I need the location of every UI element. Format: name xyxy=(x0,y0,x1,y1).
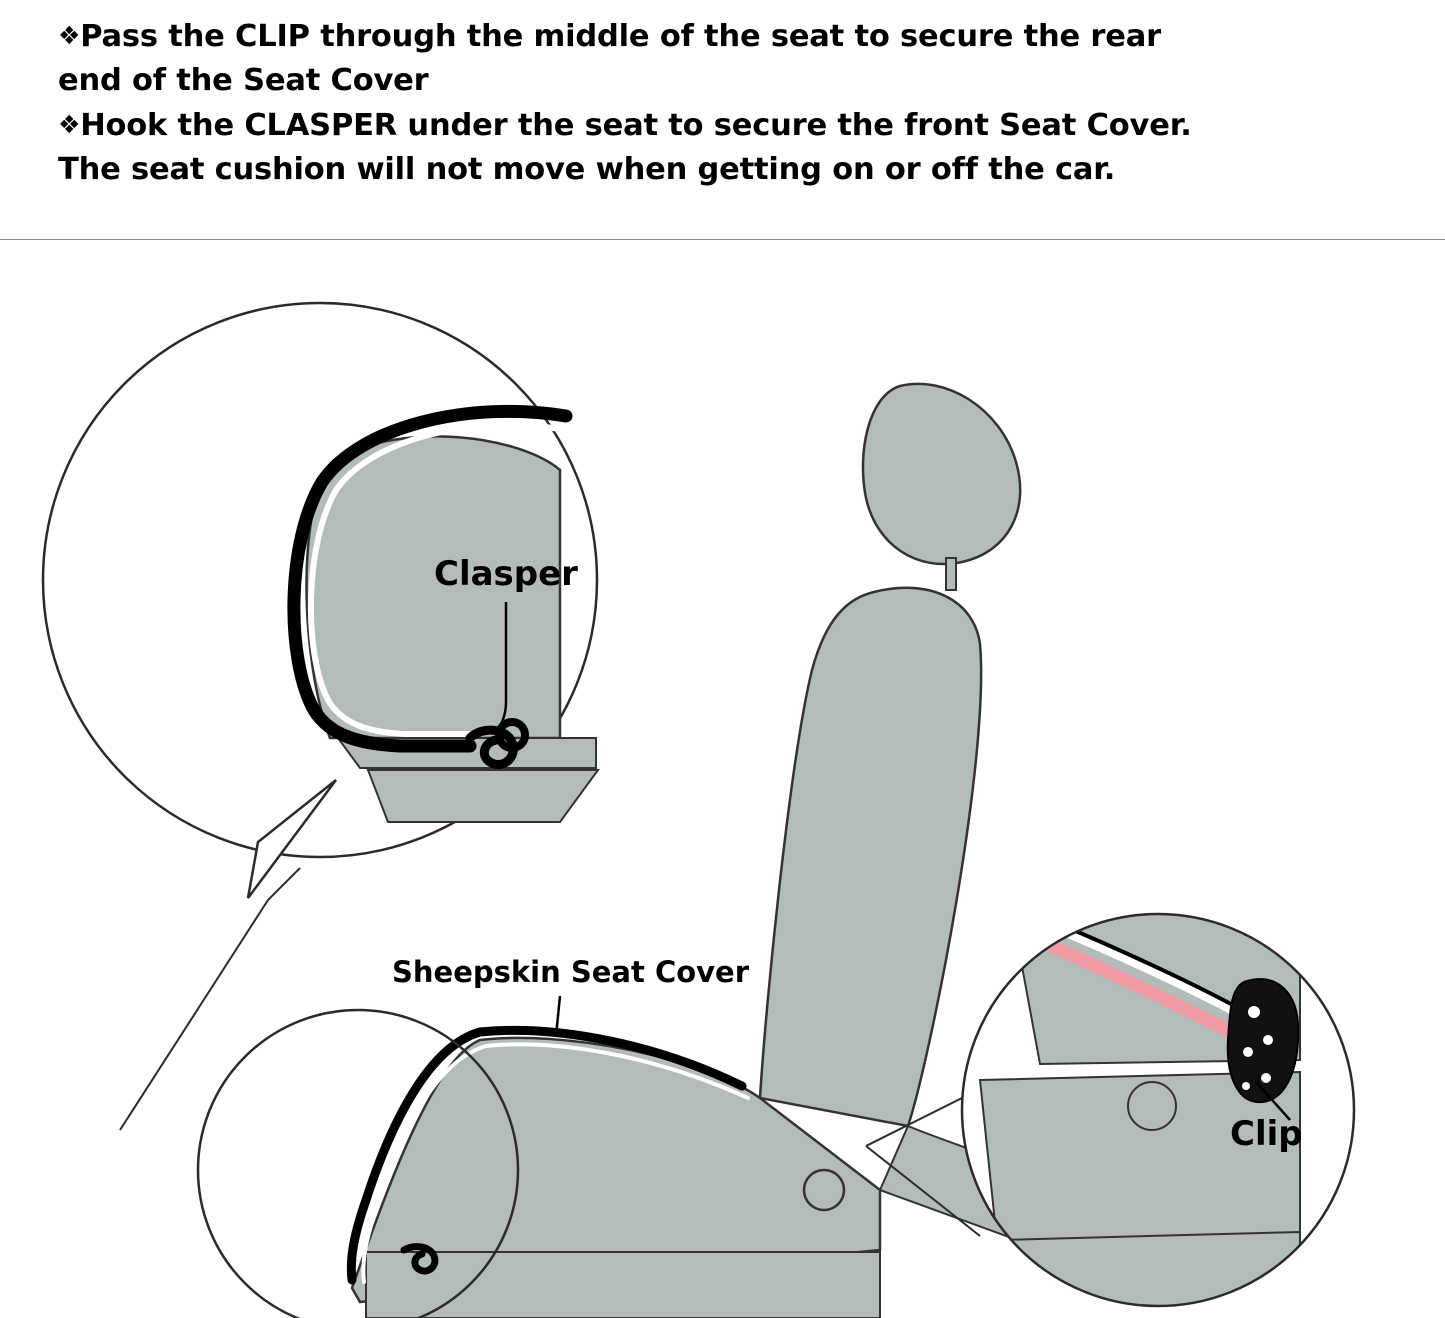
seat-cover-diagram xyxy=(0,240,1445,1318)
instruction-line-4: The seat cushion will not move when getting on or off the car. xyxy=(58,152,1116,187)
clip-zoom-recliner-knob-icon xyxy=(1128,1082,1176,1130)
instruction-line-3-text: Hook the CLASPER under the seat to secure the front Seat Cover. xyxy=(80,108,1192,143)
clip-label: Clip xyxy=(1230,1114,1303,1154)
recliner-knob-icon xyxy=(804,1170,844,1210)
headrest-post xyxy=(946,558,956,590)
headrest-shape xyxy=(863,384,1020,564)
seat-base-rail xyxy=(366,1252,880,1318)
seat-back-shape xyxy=(760,588,981,1126)
instruction-line-1 xyxy=(58,14,1405,59)
diamond-bullet-icon: ❖ xyxy=(58,21,81,50)
clip-zoom-seat-base-lower xyxy=(1000,1232,1300,1312)
sheepskin-seat-cover-label: Sheepskin Seat Cover xyxy=(392,955,750,989)
instruction-line-1-text: Pass the CLIP through the middle of the seat to secure the rear xyxy=(80,19,1161,54)
sheepskin-seat-cover-callout xyxy=(392,955,750,1036)
clasper-callout-pointer xyxy=(120,868,300,1130)
instruction-line-2: end of the Seat Cover xyxy=(58,63,429,98)
clip-icon xyxy=(1228,979,1298,1102)
zoom-seat-rail-shape xyxy=(368,770,598,822)
clasper-magnifier-callout xyxy=(43,303,598,1130)
instruction-line-3 xyxy=(58,103,1405,148)
clasper-label: Clasper xyxy=(434,554,578,594)
instructions-panel xyxy=(0,0,1445,240)
diamond-bullet-icon-2: ❖ xyxy=(58,110,81,139)
